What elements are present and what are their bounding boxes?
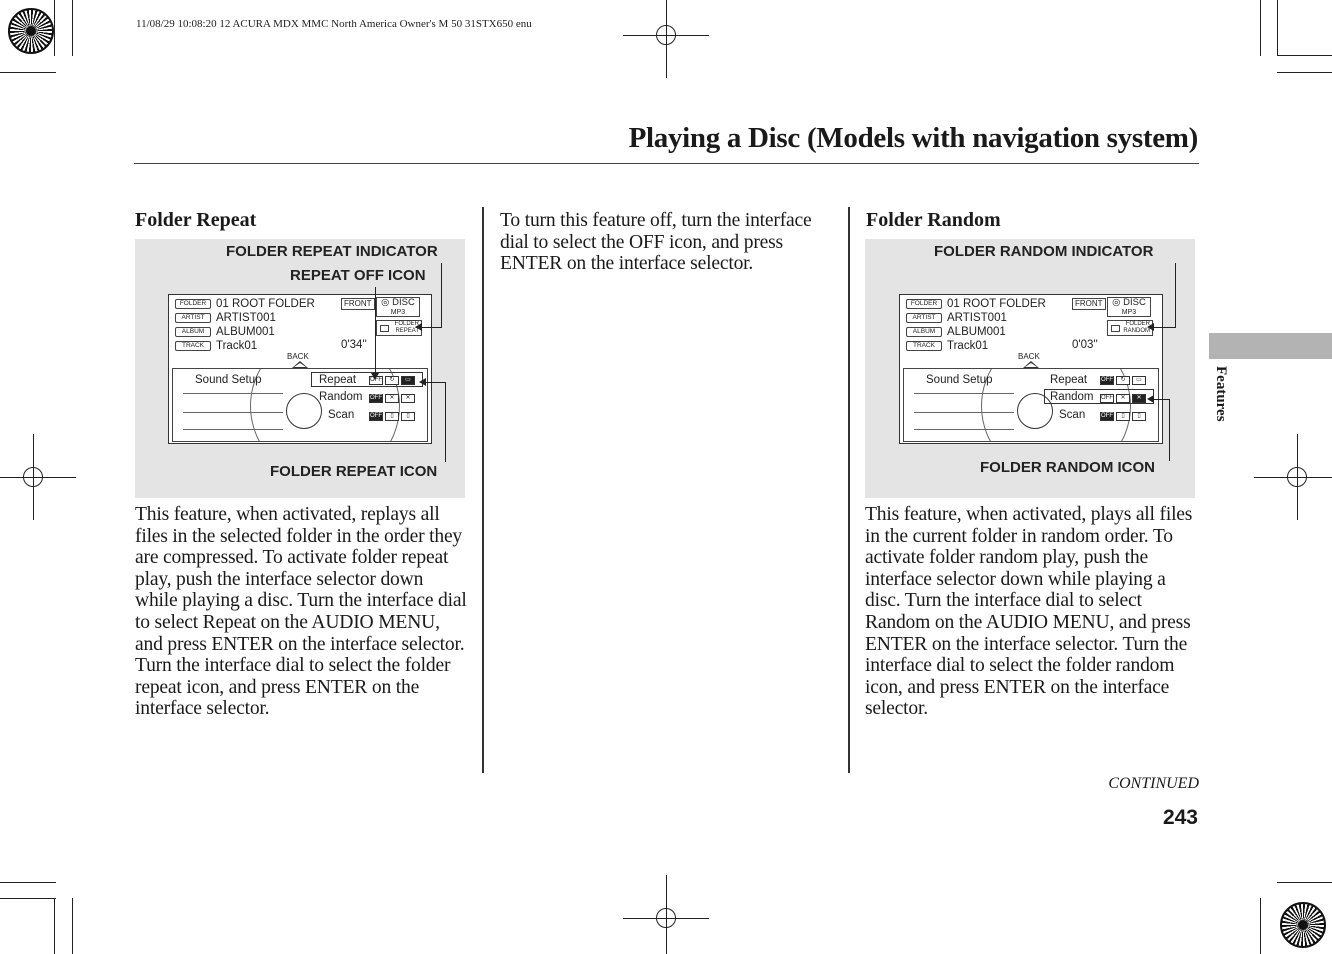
page-number: 243 [1162,806,1198,829]
folder-repeat-icon[interactable]: ▭ [1132,376,1146,385]
crop-mark [1277,72,1332,73]
track-row [175,340,257,352]
track-time: 0'03'' [1072,339,1098,351]
back-label: BACK [287,352,309,361]
folder-name: 01 ROOT FOLDER [947,298,1046,310]
random-off-icon[interactable]: OFF [370,395,382,401]
section-tab [1209,333,1332,359]
front-tag: FRONT [341,298,375,310]
leader-line [1153,399,1170,400]
crop-mark [0,898,56,899]
folder-random-figure [865,239,1195,498]
scan-off-icon[interactable]: OFF [1101,413,1113,419]
turn-off-instructions: To turn this feature off, turn the interface dial to select the OFF icon, and press ENTER on the interface selector. [500,210,812,275]
registration-starburst-icon [1280,902,1326,948]
repeat-off-icon-label: REPEAT OFF ICON [290,267,426,284]
disc-label: DISC [392,297,415,308]
menu-random[interactable]: Random [319,391,363,403]
leader-line [425,382,446,383]
crop-mark [54,0,55,56]
menu-sound-setup[interactable]: Sound Setup [195,374,262,386]
page-title: Playing a Disc (Models with navigation system) [628,122,1198,154]
repeat-off-icon[interactable]: OFF [1101,377,1113,383]
crop-mark [1260,0,1261,56]
track-name: Track01 [216,340,258,352]
crop-mark [1277,882,1332,883]
artist-row [906,312,1007,324]
random-off-icon[interactable]: OFF [1101,395,1113,401]
leader-arrow [1147,323,1154,331]
title-rule [134,163,1199,164]
format-label: MP3 [1121,309,1137,316]
folder-name: 01 ROOT FOLDER [216,298,315,310]
random-mini-icon [1111,325,1120,332]
track-tag: TRACK [175,341,211,351]
section-tab-label: Features [1213,366,1229,422]
artist-tag: ARTIST [175,313,211,323]
leader-line [441,263,442,327]
registration-crosshair-icon [623,875,709,954]
folder-row [175,298,315,310]
repeat-track-icon[interactable]: ↻ [385,376,399,385]
artist-name: ARTIST001 [216,312,276,324]
leader-line [1169,399,1170,461]
album-tag: ALBUM [175,327,211,337]
folder-repeat-icon[interactable]: ▭ [401,376,415,385]
menu-sound-setup[interactable]: Sound Setup [926,374,993,386]
registration-crosshair-icon [623,0,709,78]
audio-menu [903,368,1159,442]
album-tag: ALBUM [906,327,942,337]
format-label: MP3 [390,309,406,316]
leader-arrow [415,323,422,331]
folder-random-icon[interactable]: ✕ [1132,394,1146,403]
track-time: 0'34'' [341,339,367,351]
random-track-icon[interactable]: ✕ [1116,394,1130,403]
crop-mark [72,898,73,954]
folder-random-heading: Folder Random [866,209,1001,231]
folder-random-indicator: FOLDER RANDOM [1107,320,1153,336]
disc-indicator: ◎ DISC MP3 [376,297,420,317]
back-arrow-icon[interactable] [292,361,308,368]
disc-label: DISC [1123,297,1146,308]
track-tag: TRACK [906,341,942,351]
leader-arrow [419,378,426,386]
leader-arrow [371,373,379,380]
track-name: Track01 [947,340,989,352]
scan-track-icon[interactable]: ▯ [1116,412,1130,421]
leader-line [445,382,446,462]
scan-folder-icon[interactable]: ▯ [401,412,415,421]
crop-mark [1277,0,1278,56]
repeat-track-icon[interactable]: ↻ [1116,376,1130,385]
folder-tag: FOLDER [175,299,211,309]
random-folder-icon[interactable]: ✕ [401,394,415,403]
scan-folder-icon[interactable]: ▯ [1132,412,1146,421]
crop-mark [1277,55,1332,56]
folder-repeat-indicator: FOLDER REPEAT [376,320,422,336]
artist-name: ARTIST001 [947,312,1007,324]
artist-row [175,312,276,324]
folder-random-icon-label: FOLDER RANDOM ICON [980,459,1155,476]
track-row [906,340,988,352]
folder-random-description: This feature, when activated, plays all files in the current folder in random order. To activate folder random play, push the interface selector down while playing a disc. Turn the interface dial to select Random on the AUDIO MENU, and press ENTER on the interface selector. Turn the interface dial to select the folder random icon, and press ENTER on the interface selector. [865,504,1193,720]
menu-scan[interactable]: Scan [1059,409,1086,421]
repeat-off-icon[interactable]: OFF [370,377,382,383]
back-label: BACK [1018,352,1040,361]
menu-random[interactable]: Random [1050,391,1094,403]
leader-line [421,327,442,328]
crop-mark [54,898,55,954]
print-info: 11/08/29 10:08:20 12 ACURA MDX MMC North America Owner's M 50 31STX650 enu [136,18,532,30]
repeat-mini-icon [380,325,389,332]
folder-repeat-description: This feature, when activated, replays all files in the selected folder in the order they are compressed. To activate folder repeat play, push the interface selector down while playing a disc. Turn the interface dial to select Repeat on the AUDIO MENU, and press ENTER on the interface selector. Turn the interface dial to select the folder repeat icon, and press ENTER on the interface selector. [135,504,467,720]
menu-repeat[interactable]: Repeat [319,374,357,386]
folder-repeat-figure [135,239,465,498]
audio-menu [172,368,428,442]
front-tag: FRONT [1072,298,1106,310]
folder-repeat-icon-label: FOLDER REPEAT ICON [270,463,438,480]
menu-scan[interactable]: Scan [328,409,355,421]
registration-crosshair-icon [0,434,76,520]
folder-repeat-heading: Folder Repeat [135,209,257,231]
interface-knob-icon[interactable] [286,393,322,429]
registration-starburst-icon [8,8,54,54]
crop-mark [0,882,56,883]
continued-note: CONTINUED [1108,775,1199,792]
leader-line [1175,263,1176,327]
leader-arrow [1147,395,1154,403]
random-track-icon[interactable]: ✕ [385,394,399,403]
folder-tag: FOLDER [906,299,942,309]
scan-off-icon[interactable]: OFF [370,413,382,419]
crop-mark [72,0,73,56]
folder-row [906,298,1046,310]
disc-indicator: ◎ DISC MP3 [1107,297,1151,317]
audio-screen [899,294,1163,444]
folder-random-indicator-label: FOLDER RANDOM INDICATOR [934,243,1154,260]
leader-line [375,287,376,373]
crop-mark [1260,898,1261,954]
leader-line [1153,327,1176,328]
crop-mark [0,72,56,73]
album-name: ALBUM001 [216,326,275,338]
scan-track-icon[interactable]: ▯ [385,412,399,421]
column-divider [848,207,850,773]
menu-repeat[interactable]: Repeat [1050,374,1088,386]
column-divider [482,207,484,773]
audio-screen [168,294,432,444]
artist-tag: ARTIST [906,313,942,323]
back-arrow-icon[interactable] [1023,361,1039,368]
registration-crosshair-icon [1254,434,1332,520]
album-row [906,326,1006,338]
album-name: ALBUM001 [947,326,1006,338]
album-row [175,326,275,338]
folder-repeat-indicator-label: FOLDER REPEAT INDICATOR [226,243,438,260]
